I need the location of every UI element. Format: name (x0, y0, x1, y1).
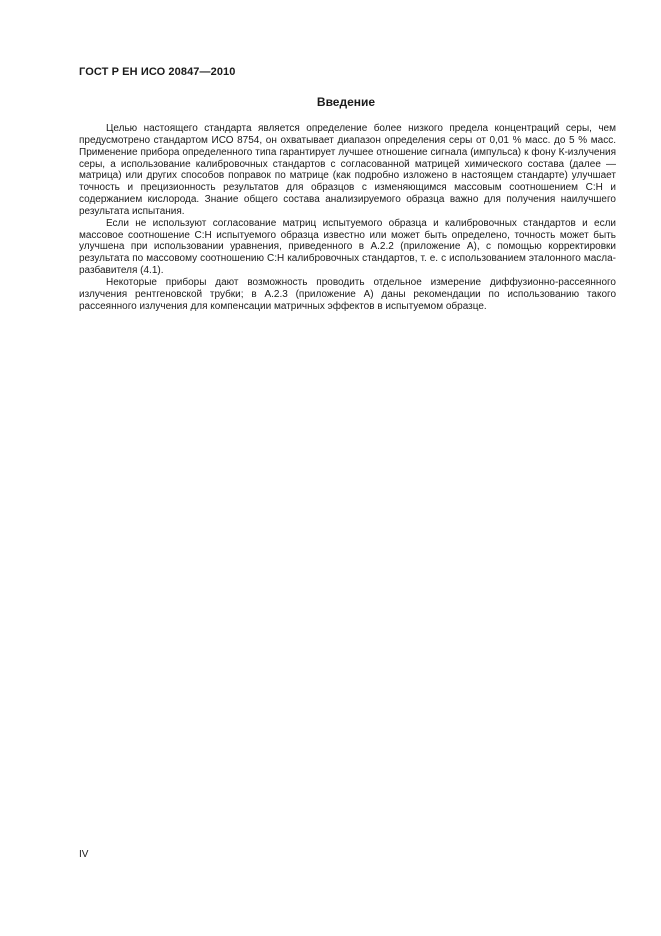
page-number: IV (79, 849, 89, 860)
paragraph-1: Целью настоящего стандарта является определение более низкого предела концентраций серы, чем предусмотрено стандартом ИСО 8754, он охватывает диапазон определения серы от 0,01 % масс. до 5 % масс. Применение прибора определенного типа гарантирует лучшее отношение сигнала (импульса) к фону К-излучения серы, а использование калибровочных стандартов с согласованной матрицей химического состава (далее — матрица) или других способов поправок по матрице (как подробно изложено в настоящем стандарте) улучшает точность и прецизионность результатов для образцов с изменяющимся массовым соотношением С:Н и содержанием кислорода. Знание общего состава анализируемого образца важно для получения наилучшего результата испытания. (79, 123, 616, 217)
standard-designation: ГОСТ Р ЕН ИСО 20847—2010 (79, 66, 236, 78)
section-title: Введение (316, 95, 376, 109)
body-text (79, 123, 616, 313)
paragraph-2: Если не используют согласование матриц испытуемого образца и калибровочных стандартов и если массовое соотношение С:Н испытуемого образца известно или может быть определено, точность может быть улучшена при использовании уравнения, приведенного в А.2.2 (приложение А), с помощью корректировки результата по массовому соотношению С:Н калибровочных стандартов, т. е. с использованием эталонного масла-разбавителя (4.1). (79, 217, 616, 277)
paragraph-3: Некоторые приборы дают возможность проводить отдельное измерение диффузионно-рассеянного излучения рентгеновской трубки; в А.2.3 (приложение А) даны рекомендации по использованию такого рассеянного излучения для компенсации матричных эффектов в испытуемом образце. (79, 276, 616, 312)
